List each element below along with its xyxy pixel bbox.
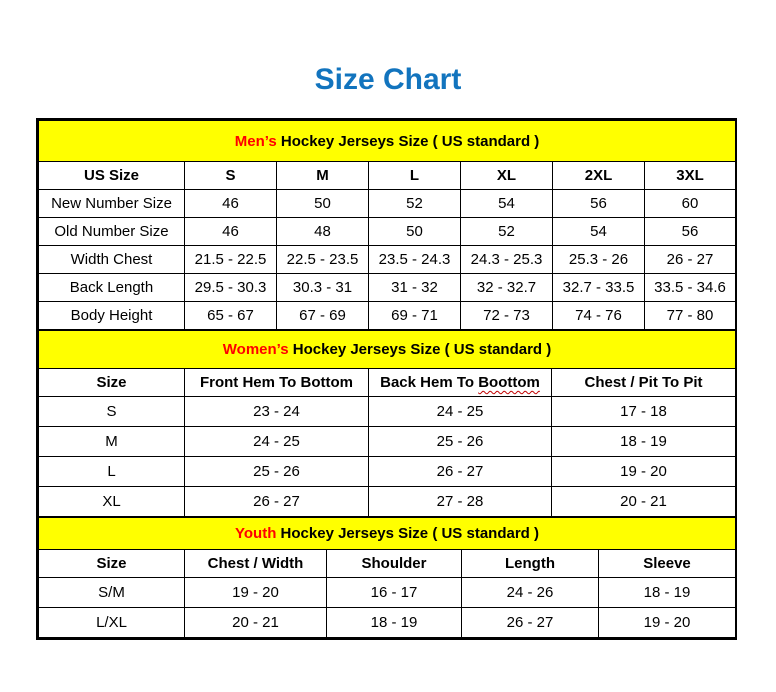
size-value: 25 - 26 <box>369 427 552 457</box>
size-value: 52 <box>461 218 553 246</box>
column-header <box>369 369 552 397</box>
size-value: 48 <box>277 218 369 246</box>
size-value: 65 - 67 <box>185 302 277 330</box>
column-header: US Size <box>39 162 185 190</box>
row-label: Body Height <box>39 302 185 330</box>
size-value: 26 - 27 <box>645 246 736 274</box>
size-value: 23.5 - 24.3 <box>369 246 461 274</box>
misspelled-word-spellcheck: Boottom <box>478 374 540 391</box>
column-header: Sleeve <box>599 550 736 578</box>
table-row <box>39 302 736 330</box>
column-header: M <box>277 162 369 190</box>
size-value: 46 <box>185 218 277 246</box>
size-value: 18 - 19 <box>552 427 736 457</box>
size-value: 77 - 80 <box>645 302 736 330</box>
mens-section-header <box>39 121 736 162</box>
column-header: Front Hem To Bottom <box>185 369 369 397</box>
size-value: 19 - 20 <box>185 578 327 608</box>
row-label: S/M <box>39 578 185 608</box>
table-row <box>39 218 736 246</box>
size-value: 32.7 - 33.5 <box>553 274 645 302</box>
youth-section-title <box>39 518 736 550</box>
size-value: 16 - 17 <box>327 578 462 608</box>
column-header: Length <box>462 550 599 578</box>
column-header: Chest / Width <box>185 550 327 578</box>
size-value: 18 - 19 <box>327 608 462 638</box>
size-value: 72 - 73 <box>461 302 553 330</box>
row-label: M <box>39 427 185 457</box>
womens-section-title <box>39 331 736 369</box>
column-header-text: Back Hem To <box>380 374 479 391</box>
size-value: 67 - 69 <box>277 302 369 330</box>
column-header: Chest / Pit To Pit <box>552 369 736 397</box>
table-row <box>39 274 736 302</box>
size-value: 22.5 - 23.5 <box>277 246 369 274</box>
row-label: Width Chest <box>39 246 185 274</box>
column-header: 2XL <box>553 162 645 190</box>
size-value: 60 <box>645 190 736 218</box>
size-value: 24 - 25 <box>369 397 552 427</box>
table-row <box>39 427 736 457</box>
table-row <box>39 578 736 608</box>
table-row <box>39 190 736 218</box>
womens-section-title-rest: Hockey Jerseys Size ( US standard ) <box>288 341 552 358</box>
womens-column-header-row <box>39 369 736 397</box>
size-value: 50 <box>277 190 369 218</box>
column-header: XL <box>461 162 553 190</box>
mens-column-header-row <box>39 162 736 190</box>
size-value: 23 - 24 <box>185 397 369 427</box>
size-value: 54 <box>553 218 645 246</box>
size-value: 54 <box>461 190 553 218</box>
size-value: 25 - 26 <box>185 457 369 487</box>
size-value: 31 - 32 <box>369 274 461 302</box>
womens-size-table <box>38 330 736 517</box>
size-value: 24 - 25 <box>185 427 369 457</box>
table-row <box>39 397 736 427</box>
size-value: 26 - 27 <box>185 487 369 517</box>
size-value: 27 - 28 <box>369 487 552 517</box>
size-value: 29.5 - 30.3 <box>185 274 277 302</box>
row-label: S <box>39 397 185 427</box>
youth-section-header <box>39 518 736 550</box>
size-value: 56 <box>645 218 736 246</box>
womens-section-header <box>39 331 736 369</box>
row-label: L/XL <box>39 608 185 638</box>
row-label: Old Number Size <box>39 218 185 246</box>
size-value: 21.5 - 22.5 <box>185 246 277 274</box>
column-header: Size <box>39 550 185 578</box>
size-value: 20 - 21 <box>552 487 736 517</box>
size-value: 17 - 18 <box>552 397 736 427</box>
column-header: S <box>185 162 277 190</box>
mens-section-title <box>39 121 736 162</box>
row-label: Back Length <box>39 274 185 302</box>
mens-section-title-rest: Hockey Jerseys Size ( US standard ) <box>276 132 540 150</box>
size-value: 26 - 27 <box>369 457 552 487</box>
table-row <box>39 608 736 638</box>
size-value: 19 - 20 <box>552 457 736 487</box>
size-value: 69 - 71 <box>369 302 461 330</box>
size-value: 25.3 - 26 <box>553 246 645 274</box>
size-value: 30.3 - 31 <box>277 274 369 302</box>
size-value: 26 - 27 <box>462 608 599 638</box>
row-label: New Number Size <box>39 190 185 218</box>
size-value: 24.3 - 25.3 <box>461 246 553 274</box>
size-value: 52 <box>369 190 461 218</box>
column-header: L <box>369 162 461 190</box>
size-value: 20 - 21 <box>185 608 327 638</box>
youth-size-table <box>38 517 736 638</box>
row-label: L <box>39 457 185 487</box>
womens-section-title-accent: Women’s <box>222 341 289 358</box>
table-row <box>39 246 736 274</box>
column-header: Size <box>39 369 185 397</box>
size-value: 24 - 26 <box>462 578 599 608</box>
youth-section-title-rest: Hockey Jerseys Size ( US standard ) <box>276 525 539 542</box>
row-label: XL <box>39 487 185 517</box>
size-value: 33.5 - 34.6 <box>645 274 736 302</box>
size-value: 50 <box>369 218 461 246</box>
youth-section-title-accent: Youth <box>235 525 277 542</box>
size-value: 46 <box>185 190 277 218</box>
size-value: 74 - 76 <box>553 302 645 330</box>
size-value: 18 - 19 <box>599 578 736 608</box>
table-row <box>39 457 736 487</box>
mens-section-title-accent: Men’s <box>234 132 277 150</box>
size-value: 19 - 20 <box>599 608 736 638</box>
youth-column-header-row <box>39 550 736 578</box>
mens-size-table <box>38 120 736 330</box>
table-row <box>39 487 736 517</box>
size-value: 56 <box>553 190 645 218</box>
size-chart-tables <box>36 118 737 640</box>
size-value: 32 - 32.7 <box>461 274 553 302</box>
column-header: Shoulder <box>327 550 462 578</box>
column-header: 3XL <box>645 162 736 190</box>
page-title: Size Chart <box>314 63 462 96</box>
